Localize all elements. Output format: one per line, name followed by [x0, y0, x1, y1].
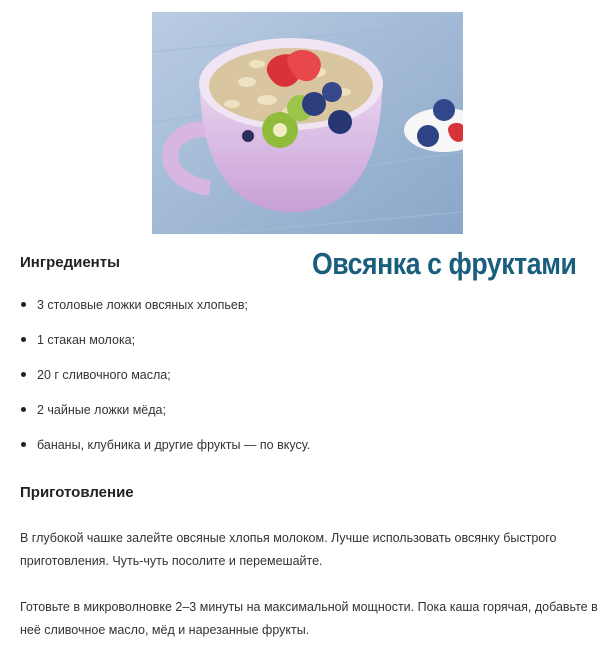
ingredients-list	[20, 295, 310, 470]
list-item: 2 чайные ложки мёда;	[20, 400, 310, 435]
list-item: 3 столовые ложки овсяных хлопьев;	[20, 295, 310, 330]
preparation-heading: Приготовление	[20, 484, 134, 501]
list-item: бананы, клубника и другие фрукты — по вкусу.	[20, 435, 310, 470]
preparation-step-2: Готовьте в микроволновке 2–3 минуты на максимальной мощности. Пока каша горячая, добавьте в неё сливочное масло, мёд и нарезанные фрукты.	[20, 600, 598, 637]
recipe-title: Овсянка с фруктами	[312, 246, 577, 281]
preparation-step-1: В глубокой чашке залейте овсяные хлопья молоком. Лучше использовать овсянку быстрого приготовления. Чуть-чуть посолите и перемешайте.	[20, 531, 557, 568]
list-item: 1 стакан молока;	[20, 330, 310, 365]
oatmeal-photo	[152, 12, 463, 234]
ingredients-heading: Ингредиенты	[20, 254, 120, 271]
list-item: 20 г сливочного масла;	[20, 365, 310, 400]
